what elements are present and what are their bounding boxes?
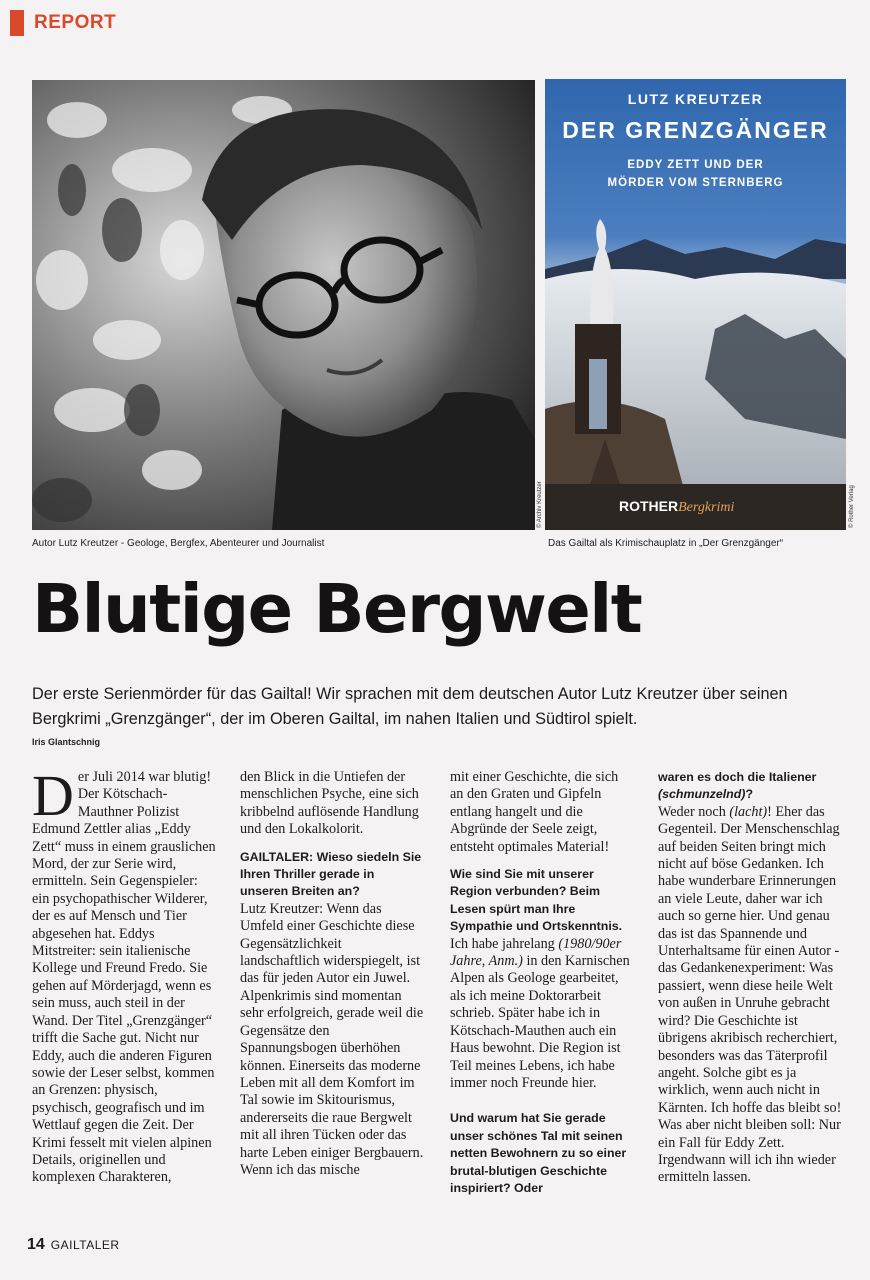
column-2-paragraph-1: den Blick in die Untiefen der menschlichen Psyche, eine sich kribbelnd auflösende Handlung und den Lokalkolorit. [240,769,419,838]
cover-publisher-name: ROTHER [619,498,679,514]
answer-2-text-b: in den Karnischen Alpen als Geologe gearbeitet, als ich meine Doktorarbeit schrieb. Später habe ich in Kötschach-Mauthen auch ein Haus bewohnt. Die Region ist Teil meines Lebens, ich habe immer noch Freunde hier. [450,953,630,1091]
page-footer [27,1236,120,1254]
article-column-3 [450,769,634,1197]
question-3-text: waren es doch die Italiener [658,770,817,784]
answer-3-annotation: (lacht) [729,803,768,820]
author-portrait-image [32,80,535,530]
photo-credit-side: © Archiv Kreutzer [537,481,543,528]
question-3-end: ? [745,787,754,802]
cover-caption: Das Gailtal als Krimischauplatz in „Der Grenzgänger“ [548,538,784,549]
interview-question-2: Wie sind Sie mit unserer Region verbunden? Beim Lesen spürt man Ihre Sympathie und Ortskenntnis. [450,867,623,934]
cover-publisher-logo [619,498,734,516]
interview-question-1: GAILTALER: Wieso siedeln Sie Ihren Thriller gerade in unseren Breiten an? [240,849,422,899]
cover-mountain-image [545,79,846,530]
section-tag [10,10,116,36]
book-cover [545,79,846,530]
cover-subtitle-line1: EDDY ZETT UND DER [627,159,764,171]
article-byline: Iris Glantschnig [32,737,101,747]
cover-series-name: Bergkrimi [678,500,735,515]
cover-title: DER GRENZGÄNGER [562,117,829,143]
author-photo [32,80,535,530]
answer-3-text-a: Weder noch [658,803,730,820]
interview-question-3: Und warum hat Sie gerade unser schönes Tal mit seinen netten Bewohnern zu so einer brutal-blutigen Geschichte inspiriert? Oder [450,1111,627,1195]
column-1-text: er Juli 2014 war blutig! Der Kötschach-Mauthner Polizist Edmund Zettler alias „Eddy Zett“ muss in einem grauslichen Mord, der zur Serie wird, ermitteln. Sein Gegenspieler: ein psychopathischer Wilderer, der es auf Mensch und Tier abgesehen hat. Eddys Mitstreiter: sein italienische Kollege und Freund Fredo. Sie gehen auf Mörderjagd, wenn es sein muss, auch steil in der Wand. Der Titel „Grenzgänger“ trifft die Sache gut. Nicht nur Eddy, auch die anderen Figuren sowie der Leser selbst, kommen an Grenzen: physisch, psychisch, geografisch und im Wettlauf gegen die Zeit. Der Krimi fesselt mit vielen alpinen Details, originellen und komplexen Charakteren, [32,769,216,1186]
article-lead: Der erste Serienmörder für das Gailtal! Wir sprachen mit dem deutschen Autor Lutz Kreutzer über seinen Bergkrimi „Grenzgänger“, der im Oberen Gailtal, im nahen Italien und Südtirol spielt. [32,685,788,728]
interview-question-3-cont [658,769,842,804]
column-1-paragraph [32,763,216,1187]
article-column-4 [658,769,842,1187]
publication-name: GAILTALER [50,1238,120,1252]
article-headline: Blutige Bergwelt [32,570,642,648]
cover-subtitle-line2: MÖRDER VOM STERNBERG [607,177,784,189]
answer-2-text-a: Ich habe jahrelang [450,935,559,952]
cover-credit: © Rother Verlag [849,485,855,528]
interview-answer-1: Lutz Kreutzer: Wenn das Umfeld einer Geschichte diese Gegensätzlichkeit landschaftlich widerspiegelt, ist das für jeden Autor ein Juwel. Alpenkrimis sind momentan sehr erfolgreich, gerade weil die Gegensätze den Spannungsbogen überhöhen können. Einerseits das moderne Leben mit all dem Komfort im Tal sowie im Skitourismus, andererseits die raue Bergwelt mit all ihren Tücken oder das harte Leben einiger Bergbauern. Wenn ich das mische [240,900,424,1178]
article-column-1 [32,763,216,1187]
column-3-paragraph-1: mit einer Geschichte, die sich an den Graten und Gipfeln entlang hangelt und die Abgründe der Seele zeigt, entsteht optimales Material! [450,769,619,855]
question-3-annotation: (schmunzelnd) [658,787,746,802]
interview-answer-2 [450,936,634,1093]
photo-caption: Autor Lutz Kreutzer - Geologe, Bergfex, Abenteurer und Journalist [32,538,325,549]
section-accent-bar [10,10,24,36]
drop-cap: D [32,763,74,828]
answer-2-annotation: (1980/90er Jahre, Anm.) [450,935,622,970]
interview-answer-3 [658,804,842,1187]
answer-3-text-b: ! Eher das Gegenteil. Der Menschenschlag auf beiden Seiten bringt mich nicht auf böse Gedanken. Ich habe wunderbare Erinnerungen an viele Leute, daher war ich auch so gerne hier. Und genau das ist das Spannende und Unterhaltsame für einen Autor - das Gedankenexperiment: Was passiert, wenn diese heile Welt von außen in Unruhe gebracht wird? Die Geschichte ist übrigens akribisch recherchiert, besonders was das Täterprofil angeht. Solche gibt es ja wirklich, wenn auch nicht in Kärnten. Ich hoffe das bleibt so! Was aber nicht bleiben soll: Nur ein Fall für Eddy Zett. Irgendwann will ich ihn wieder ermitteln lassen. [658,803,842,1186]
cover-author: LUTZ KREUTZER [627,91,764,107]
article-column-2 [240,769,424,1179]
page-number: 14 [27,1236,45,1253]
section-label: REPORT [34,12,117,33]
